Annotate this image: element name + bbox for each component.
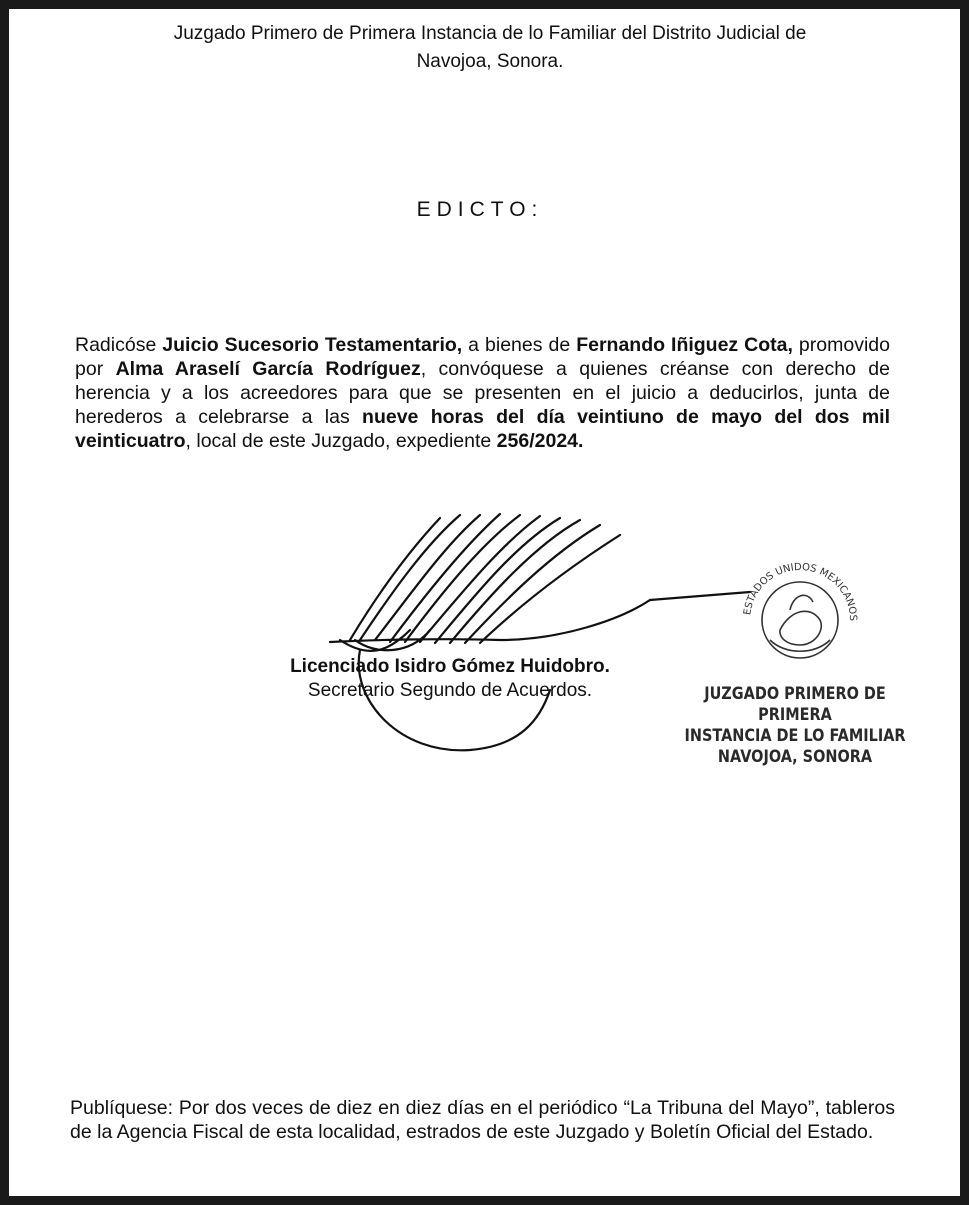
edict-body [75, 333, 890, 453]
signer-title: Secretario Segundo de Acuerdos. [307, 680, 593, 701]
court-header [110, 20, 870, 76]
body-text: promovido por [75, 334, 890, 380]
body-bold-text: nueve horas del día veintiuno de mayo del dos mil veinticuatro [75, 406, 891, 452]
court-seal [735, 550, 865, 680]
seal-caption-line1: JUZGADO PRIMERO DE PRIMERA [704, 684, 886, 725]
body-text: , local de este Juzgado, expediente [185, 430, 497, 452]
signer-name: Licenciado Isidro Gómez Huidobro. [290, 656, 610, 677]
document-title: EDICTO: [416, 198, 544, 221]
court-header-line2: Navojoa, Sonora. [416, 51, 564, 72]
body-bold-text: Alma Araselí García Rodríguez [115, 358, 421, 380]
body-text: , convóquese a quienes créanse con derecho de herencia y a los acreedores para que se presenten en el juicio a deducirlos, junta de herederos a celebrarse a las [75, 358, 891, 428]
seal-caption [676, 684, 914, 768]
court-header-line1: Juzgado Primero de Primera Instancia de lo Familiar del Distrito Judicial de [173, 23, 807, 44]
body-text: Radicóse [75, 334, 163, 356]
body-bold-text: Fernando Iñiguez Cota, [576, 334, 793, 356]
seal-caption-line2: INSTANCIA DE LO FAMILIAR [684, 726, 906, 746]
seal-ring-text: ESTADOS UNIDOS MEXICANOS [742, 561, 859, 622]
seal-caption-line3: NAVOJOA, SONORA [717, 747, 873, 767]
body-text: a bienes de [462, 334, 577, 356]
body-bold-text: Juicio Sucesorio Testamentario, [162, 334, 463, 356]
publication-note: Publíquese: Por dos veces de diez en diez días en el periódico “La Tribuna del Mayo”, tableros de la Agencia Fiscal de esta localidad, estrados de este Juzgado y Boletín Oficial del Estado. [70, 1097, 895, 1143]
body-bold-text: 256/2024. [496, 430, 584, 452]
